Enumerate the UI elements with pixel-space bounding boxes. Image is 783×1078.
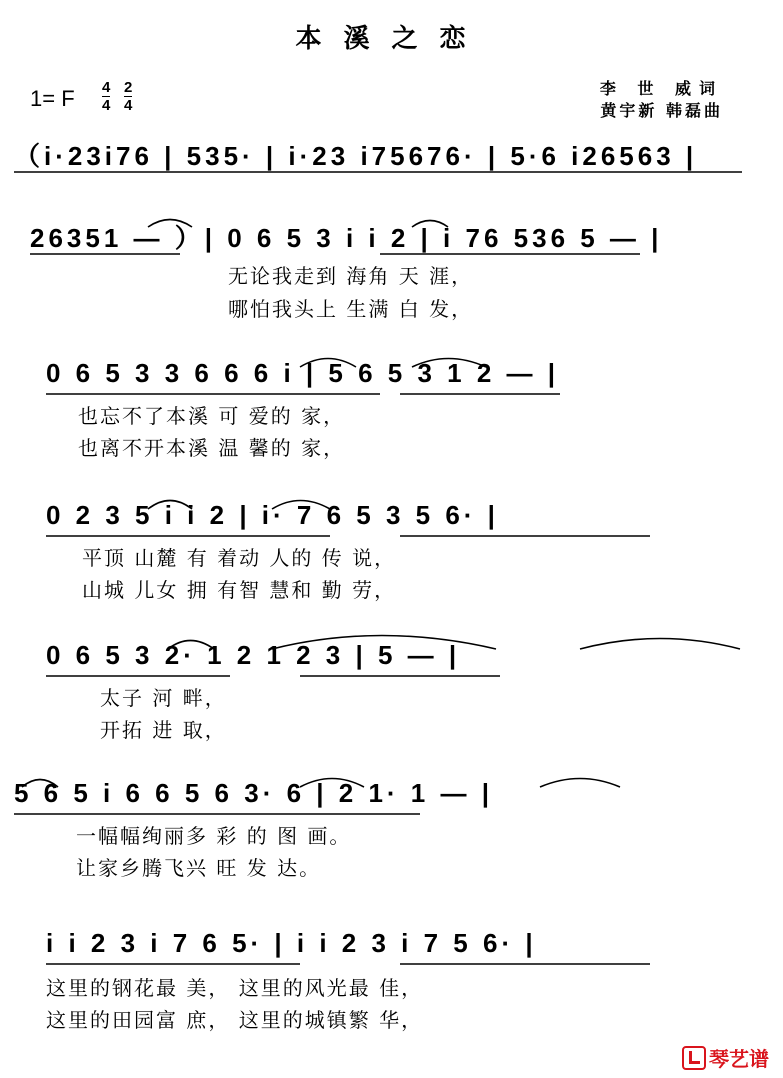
time-signature-bottom: 4 xyxy=(102,97,111,114)
lyricist-credit: 李 世 威词 xyxy=(599,79,723,98)
score-line-4-lyrics-verse-1: 平顶 山麓 有 着动 人的 传 说， xyxy=(82,546,397,570)
score-line-6-lyrics-verse-1: 一幅幅绚丽多 彩 的 图 画。 xyxy=(76,824,352,848)
score-line-3-lyrics-verse-2: 也离不开本溪 温 馨的 家， xyxy=(78,436,346,460)
time-signature-bottom: 4 xyxy=(124,97,133,114)
score-line-2-notes: 26351 — ）| 0 6 5 3 i i 2 | i 76 536 5 — | xyxy=(30,223,663,253)
score-line-4-lyrics-verse-2: 山城 儿女 拥 有智 慧和 勤 劳， xyxy=(82,578,397,602)
score-line-2-lyrics-verse-1: 无论我走到 海角 天 涯， xyxy=(228,264,474,288)
slur-mark xyxy=(22,780,58,788)
score-line-1-notes: （i·23i76 | 535· | i·23 i75676· | 5·6 i26563 | xyxy=(14,141,698,171)
slur-mark xyxy=(272,501,330,510)
time-signature-top: 4 xyxy=(102,79,111,96)
score-line-3-lyrics-verse-1: 也忘不了本溪 可 爱的 家， xyxy=(78,404,346,428)
slur-mark xyxy=(300,359,356,368)
score-line-7-lyrics-verse-2: 这里的田园富 庶， 这里的城镇繁 华， xyxy=(46,1008,424,1032)
score-line-5-notes: 0 6 5 3 2· 1 2 1 2 3 | 5 — | xyxy=(46,640,461,670)
slur-mark xyxy=(272,636,496,650)
watermark xyxy=(682,1043,769,1072)
slur-mark xyxy=(148,220,192,228)
slur-mark xyxy=(168,641,214,650)
slur-mark xyxy=(540,779,620,788)
slur-mark xyxy=(300,779,364,788)
score-line-5-lyrics-verse-2: 开拓 进 取， xyxy=(100,718,227,742)
slur-mark xyxy=(412,359,486,368)
page-title: 本溪之恋 xyxy=(295,24,488,54)
score-line-6-lyrics-verse-2: 让家乡腾飞兴 旺 发 达。 xyxy=(76,856,322,880)
watermark-text: 琴艺谱 xyxy=(709,1047,769,1071)
composer-credit: 黄宇新 韩磊曲 xyxy=(600,101,723,120)
key-signature: 1= F xyxy=(30,86,75,111)
slur-mark xyxy=(412,221,448,228)
score-line-7-lyrics-verse-1: 这里的钢花最 美， 这里的风光最 佳， xyxy=(46,976,424,1000)
music-logo-icon xyxy=(682,1046,706,1070)
slur-mark xyxy=(148,501,192,510)
score-line-6-notes: 5 6 5 i 6 6 5 6 3· 6 | 2 1· 1 — | xyxy=(14,778,493,808)
score-line-5-lyrics-verse-1: 太子 河 畔， xyxy=(100,686,227,710)
score-line-2-lyrics-verse-2: 哪怕我头上 生满 白 发， xyxy=(228,297,474,321)
score-line-4-notes: 0 2 3 5 i i 2 | i· 7 6 5 3 5 6· | xyxy=(46,500,499,530)
time-signature-top: 2 xyxy=(124,79,133,96)
score-line-3-notes: 0 6 5 3 3 6 6 6 i | 5 6 5 3 1 2 — | xyxy=(46,358,560,388)
slur-mark xyxy=(580,639,740,650)
score-line-7-notes: i i 2 3 i 7 6 5· | i i 2 3 i 7 5 6· | xyxy=(46,928,537,958)
